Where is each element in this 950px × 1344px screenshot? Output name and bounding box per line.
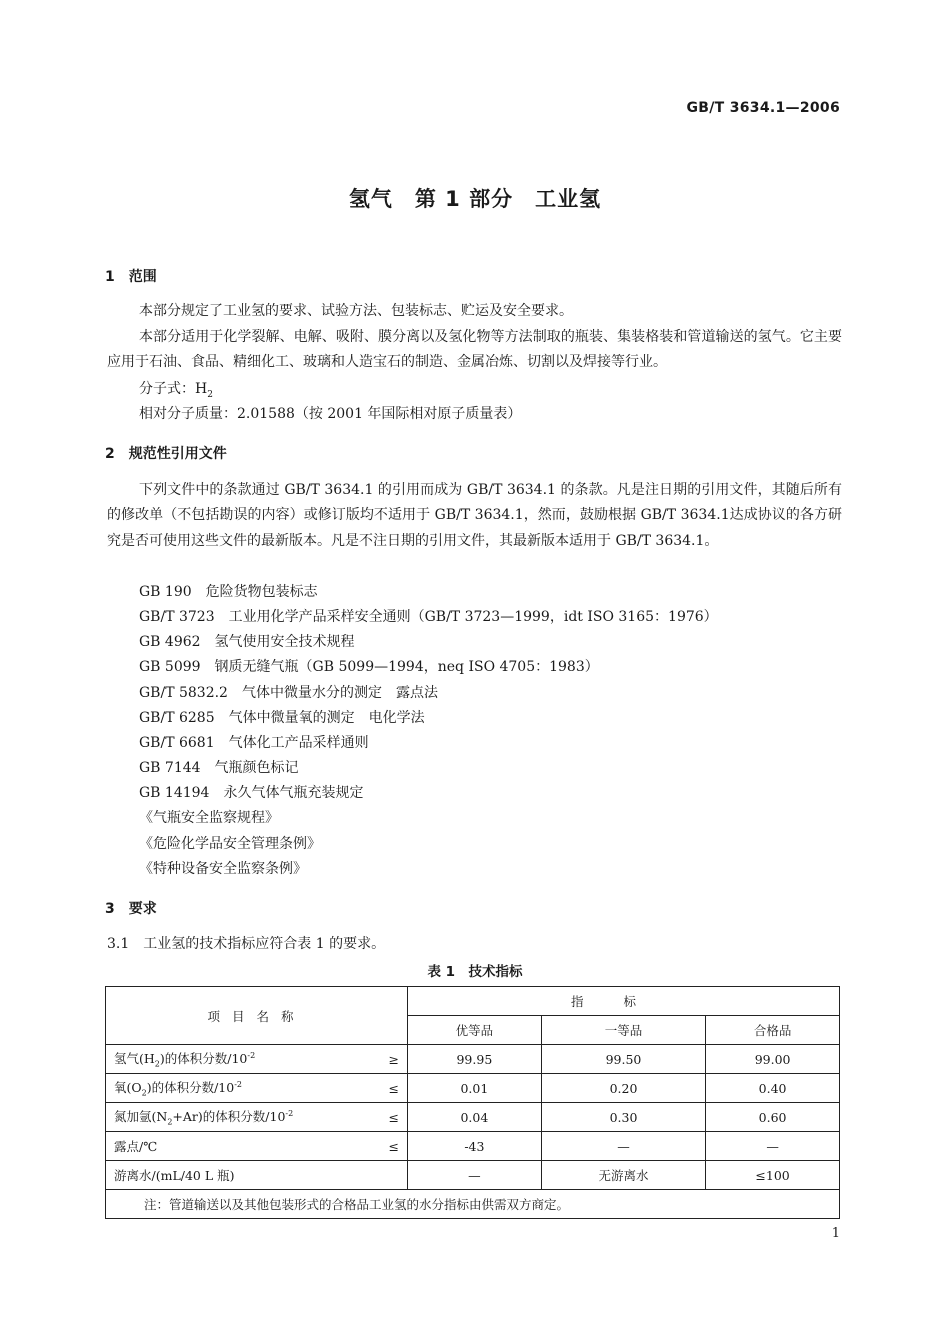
reference-item: GB 14194 永久气体气瓶充装规定: [139, 785, 364, 801]
header-grade-first: 一等品: [541, 1016, 705, 1045]
value-cell: -43: [408, 1132, 542, 1161]
value-cell: 0.20: [541, 1074, 705, 1103]
row-item-name: 氢气$(H_2)$的体积分数$/10^{-2}$ ≥: [106, 1045, 408, 1074]
section-2-heading: 2 规范性引用文件: [105, 446, 227, 462]
header-grade-qualified: 合格品: [706, 1016, 840, 1045]
table-1-caption: 表 1 技术指标: [427, 964, 523, 980]
molecular-formula: [139, 378, 213, 400]
reference-item: 《特种设备安全监察条例》: [139, 861, 307, 877]
table-row: [106, 1074, 840, 1103]
value-cell: 99.00: [706, 1045, 840, 1074]
value-cell: 99.95: [408, 1045, 542, 1074]
section-2-intro: 下列文件中的条款通过 GB/T 3634.1 的引用而成为 GB/T 3634.1 的条款。凡是注日期的引用文件，其随后所有的修改单（不包括勘误的内容）或修订版均不适用于 GB/T 3634.1，然而，鼓励根据 GB/T 3634.1达成协议的各方研究是否可使用这些文件的最新版本。凡是不注日期的引用文件，其最新版本适用于 GB/T 3634.1。: [107, 482, 842, 549]
table-row: [106, 1045, 840, 1074]
section-1-paragraph-2: 本部分适用于化学裂解、电解、吸附、膜分离以及氢化物等方法制取的瓶装、集装格装和管道输送的氢气。它主要应用于石油、食品、精细化工、玻璃和人造宝石的制造、金属冶炼、切割以及焊接等行业。: [107, 329, 842, 371]
comparison-symbol: ≤: [388, 1080, 399, 1096]
clause-3-1: 3.1 工业氢的技术指标应符合表 1 的要求。: [107, 936, 386, 952]
technical-index-table: [105, 986, 840, 1219]
formula-label: 分子式：H: [139, 381, 208, 397]
reference-item: GB 190 危险货物包装标志: [139, 584, 318, 600]
value-cell: 0.40: [706, 1074, 840, 1103]
page-number: 1: [831, 1226, 840, 1241]
value-cell: —: [706, 1132, 840, 1161]
value-cell: —: [408, 1161, 542, 1190]
reference-item: 《危险化学品安全管理条例》: [139, 836, 321, 852]
row-item-name: 氧$(O_2)$的体积分数$/10^{-2}$ ≤: [106, 1074, 408, 1103]
header-specification: 指标: [408, 987, 840, 1016]
value-cell: 0.60: [706, 1103, 840, 1132]
formula-subscript: 2: [207, 389, 213, 400]
value-cell: 0.04: [408, 1103, 542, 1132]
table-row: [106, 1132, 840, 1161]
reference-item: GB 7144 气瓶颜色标记: [139, 760, 299, 776]
molar-mass: 相对分子质量：2.01588（按 2001 年国际相对原子质量表）: [139, 406, 522, 422]
comparison-symbol: ≤: [388, 1109, 399, 1125]
comparison-symbol: ≥: [388, 1051, 399, 1067]
table-note: 注：管道输送以及其他包装形式的合格品工业氢的水分指标由供需双方商定。: [106, 1190, 840, 1219]
table-row: [106, 1161, 840, 1190]
header-item-name: 项目名称: [106, 987, 408, 1045]
value-cell: 无游离水: [541, 1161, 705, 1190]
row-item-name: 露点/℃ ≤: [106, 1132, 408, 1161]
reference-item: GB 4962 氢气使用安全技术规程: [139, 634, 355, 650]
reference-item: GB/T 5832.2 气体中微量水分的测定 露点法: [139, 685, 438, 701]
reference-item: GB/T 6285 气体中微量氧的测定 电化学法: [139, 710, 425, 726]
value-cell: 0.30: [541, 1103, 705, 1132]
standard-number: GB/T 3634.1—2006: [686, 100, 840, 116]
reference-item: GB 5099 钢质无缝气瓶（GB 5099—1994，neq ISO 4705：1983）: [139, 659, 599, 675]
section-1-paragraph-1: 本部分规定了工业氢的要求、试验方法、包装标志、贮运及安全要求。: [139, 303, 573, 319]
comparison-symbol: ≤: [388, 1138, 399, 1154]
row-item-name: 游离水/(mL/40 L 瓶): [106, 1161, 408, 1190]
reference-item: 《气瓶安全监察规程》: [139, 810, 279, 826]
reference-item: GB/T 6681 气体化工产品采样通则: [139, 735, 369, 751]
reference-item: GB/T 3723 工业用化学产品采样安全通则（GB/T 3723—1999，idt ISO 3165：1976）: [139, 609, 718, 625]
value-cell: —: [541, 1132, 705, 1161]
table-row: [106, 1103, 840, 1132]
section-3-heading: 3 要求: [105, 901, 157, 917]
row-item-name: 氮加氩$(N_2+Ar)$的体积分数$/10^{-2}$ ≤: [106, 1103, 408, 1132]
document-title: 氢气 第 1 部分 工业氢: [348, 187, 602, 211]
section-1-heading: 1 范围: [105, 269, 157, 285]
value-cell: 0.01: [408, 1074, 542, 1103]
value-cell: ≤100: [706, 1161, 840, 1190]
value-cell: 99.50: [541, 1045, 705, 1074]
header-grade-superior: 优等品: [408, 1016, 542, 1045]
